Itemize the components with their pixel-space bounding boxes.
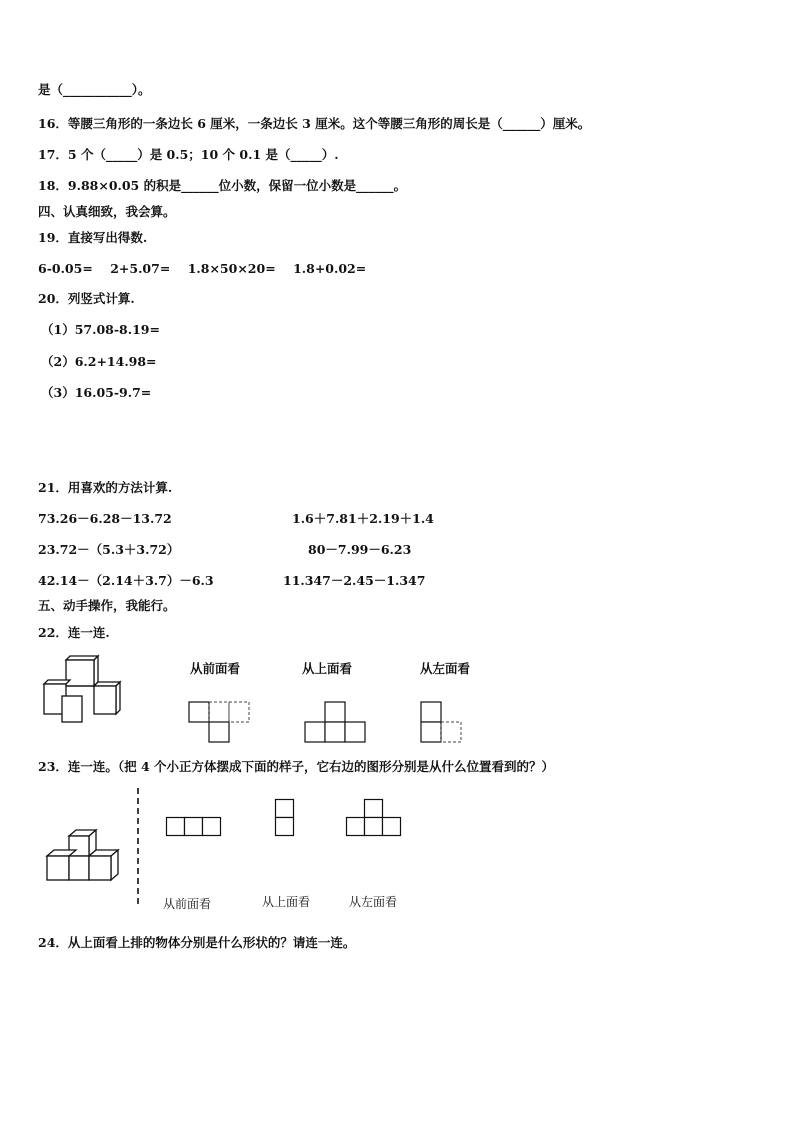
question-21-f: 11.347－2.45－1.347 (283, 573, 426, 588)
question-18: 18．9.88×0.05 的积是______位小数，保留一位小数是______。 (38, 178, 407, 193)
question-21-b: 1.6＋7.81＋2.19＋1.4 (292, 511, 434, 526)
q23-label-left: 从左面看 (349, 895, 398, 909)
q22-cube-structure-figure (44, 660, 124, 722)
q22-view-front-figure (189, 702, 251, 744)
q22-label-front: 从前面看 (190, 661, 241, 676)
q23-label-front: 从前面看 (163, 897, 212, 911)
question-19: 19．直接写出得数. (38, 230, 148, 245)
question-21-c: 23.72－（5.3＋3.72） (38, 542, 180, 557)
question-19-items: 6-0.05= 2+5.07= 1.8×50×20= 1.8+0.02= (38, 261, 367, 276)
q23-label-top: 从上面看 (262, 895, 311, 909)
question-16: 16．等腰三角形的一条边长 6 厘米，一条边长 3 厘米。这个等腰三角形的周长是（______）厘米。 (38, 116, 591, 131)
answer-blank-line: 是（___________）。 (38, 82, 151, 97)
question-22: 22．连一连. (38, 625, 110, 640)
q22-label-left: 从左面看 (420, 661, 471, 676)
question-21-a: 73.26－6.28－13.72 (38, 511, 172, 526)
question-17: 17．5 个（_____）是 0.5；10 个 0.1 是（_____）. (38, 147, 339, 162)
q22-view-left-figure (421, 702, 465, 744)
question-21-e: 42.14－（2.14＋3.7）－6.3 (38, 573, 214, 588)
question-20: 20．列竖式计算. (38, 291, 135, 306)
q22-view-top-figure (305, 702, 367, 744)
q23-divider-dashed-line (136, 788, 140, 910)
section-5-heading: 五、动手操作，我能行。 (38, 598, 176, 613)
question-20-part-1: （1）57.08-8.19= (41, 322, 160, 337)
q22-label-top: 从上面看 (302, 661, 353, 676)
question-24: 24．从上面看上排的物体分别是什么形状的？请连一连。 (38, 935, 356, 950)
question-20-part-3: （3）16.05-9.7= (41, 385, 152, 400)
question-21: 21．用喜欢的方法计算. (38, 480, 173, 495)
q23-view-t-shape-figure (346, 799, 402, 837)
question-21-d: 80－7.99－6.23 (308, 542, 412, 557)
q23-view-three-in-row-figure (166, 817, 222, 837)
question-20-part-2: （2）6.2+14.98= (41, 354, 157, 369)
question-23: 23．连一连。（把 4 个小正方体摆成下面的样子，它右边的图形分别是从什么位置看到的？） (38, 759, 555, 774)
q23-view-two-stacked-figure (275, 799, 295, 837)
q23-cube-structure-figure (47, 836, 127, 898)
section-4-heading: 四、认真细致，我会算。 (38, 204, 176, 219)
